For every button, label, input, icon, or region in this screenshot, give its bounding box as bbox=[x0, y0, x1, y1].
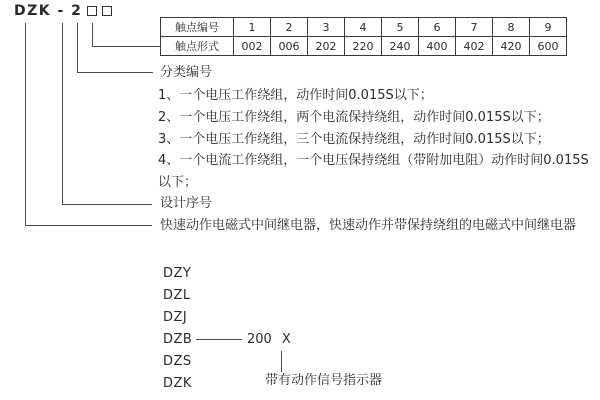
table-cell: 402 bbox=[456, 37, 493, 56]
table-cell: 240 bbox=[382, 37, 419, 56]
contact-table bbox=[160, 17, 567, 56]
callout-line-description-vertical bbox=[25, 23, 26, 225]
x-connector-line bbox=[281, 351, 282, 372]
model-option-box-2 bbox=[102, 6, 112, 16]
table-cell: 202 bbox=[308, 37, 345, 56]
model-option-box-1 bbox=[87, 6, 97, 16]
table-cell: 220 bbox=[345, 37, 382, 56]
table-cell: 2 bbox=[271, 18, 308, 37]
callout-line-design-serial-horizontal bbox=[62, 204, 152, 205]
table-cell: 002 bbox=[234, 37, 271, 56]
table-cell: 1 bbox=[234, 18, 271, 37]
callout-line-contact-form-horizontal bbox=[92, 46, 160, 47]
callout-line-design-serial-vertical bbox=[62, 23, 63, 204]
model-code-text: DZK - 2 bbox=[14, 3, 83, 19]
callout-line-description-horizontal bbox=[25, 225, 152, 226]
series-item-dzb: DZB bbox=[163, 332, 193, 347]
table-cell: 600 bbox=[530, 37, 567, 56]
model-200x bbox=[247, 332, 291, 347]
note-line-5: 以下； bbox=[158, 175, 198, 191]
series-item-dzl: DZL bbox=[163, 288, 191, 303]
dzb-connector-line bbox=[196, 339, 242, 340]
table-cell: 3 bbox=[308, 18, 345, 37]
callout-line-classification-horizontal bbox=[77, 72, 153, 73]
design-serial-label: 设计序号 bbox=[160, 196, 213, 211]
table-cell: 4 bbox=[345, 18, 382, 37]
table-cell: 9 bbox=[530, 18, 567, 37]
model-suffix-x: X bbox=[281, 332, 291, 347]
series-item-dzs: DZS bbox=[163, 354, 192, 369]
indicator-note-label: 带有动作信号指示器 bbox=[265, 373, 383, 388]
table-header-contact-number: 触点编号 bbox=[161, 18, 234, 37]
model-number: 200 bbox=[247, 332, 272, 347]
series-item-dzj: DZJ bbox=[163, 310, 188, 325]
contact-table-row-number bbox=[161, 18, 567, 37]
classification-label: 分类编号 bbox=[160, 65, 213, 80]
callout-line-contact-form-vertical bbox=[92, 23, 93, 46]
table-cell: 400 bbox=[419, 37, 456, 56]
contact-table-row-form bbox=[161, 37, 567, 56]
table-cell: 420 bbox=[493, 37, 530, 56]
table-cell: 7 bbox=[456, 18, 493, 37]
note-line-4: 4、一个电流工作绕组，一个电压保持绕组（带附加电阻）动作时间0.015S bbox=[158, 153, 589, 169]
table-cell: 006 bbox=[271, 37, 308, 56]
note-line-2: 2、一个电压工作绕组，两个电流保持绕组，动作时间0.015S以下； bbox=[158, 109, 550, 125]
note-line-3: 3、一个电压工作绕组，三个电流保持绕组，动作时间0.015S以下； bbox=[158, 131, 550, 147]
classification-notes bbox=[158, 85, 589, 194]
relay-description-label: 快速动作电磁式中间继电器，快速动作并带保持绕组的电磁式中间继电器 bbox=[160, 218, 577, 233]
note-line-1: 1、一个电压工作绕组，动作时间0.015S以下； bbox=[158, 88, 433, 103]
table-cell: 8 bbox=[493, 18, 530, 37]
model-code bbox=[14, 3, 112, 19]
table-header-contact-form: 触点形式 bbox=[161, 37, 234, 56]
callout-line-classification-vertical bbox=[77, 23, 78, 72]
series-item-dzk: DZK bbox=[163, 376, 192, 391]
series-item-dzy: DZY bbox=[163, 266, 192, 281]
table-cell: 6 bbox=[419, 18, 456, 37]
table-cell: 5 bbox=[382, 18, 419, 37]
